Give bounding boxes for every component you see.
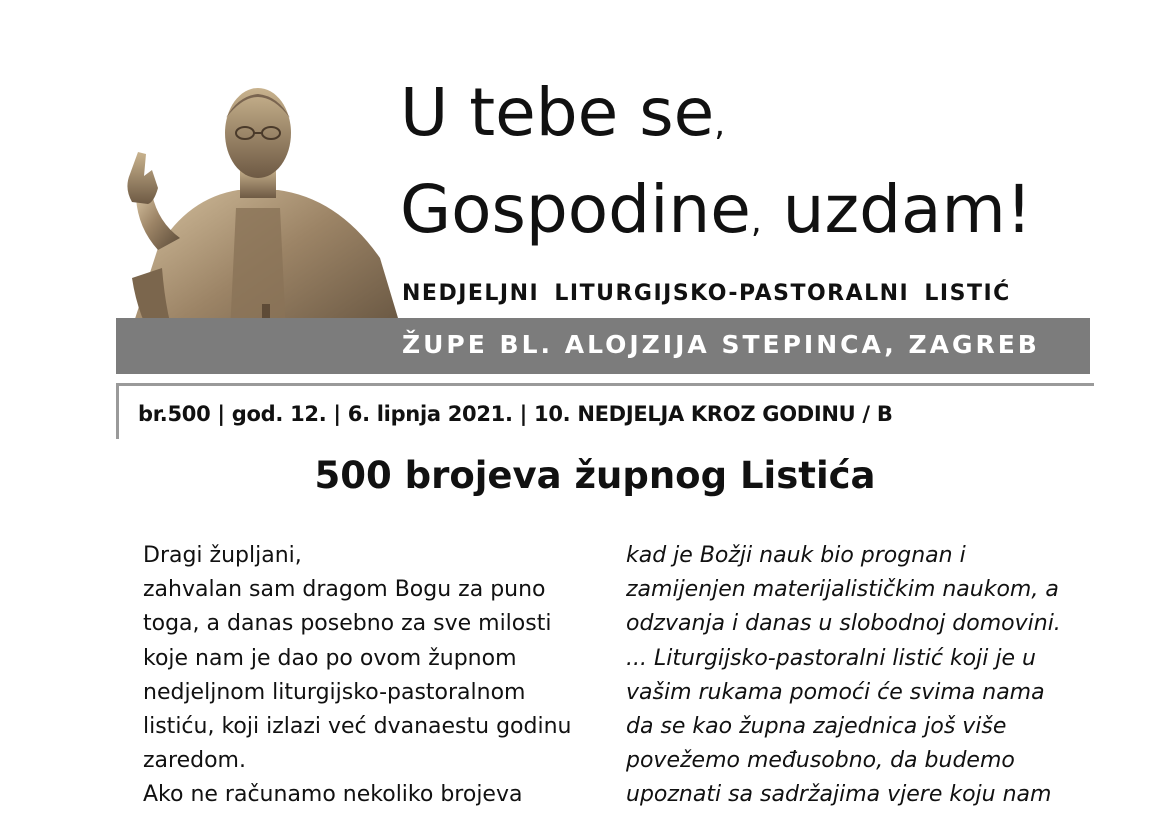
paragraph-line: listiću, koji izlazi već dvanaestu godinu <box>143 714 572 740</box>
masthead-title-line1: U tebe se <box>400 74 715 151</box>
paragraph-line: zahvalan sam dragom Bogu za puno <box>143 577 546 603</box>
paragraph-line: zaredom. <box>143 748 246 774</box>
issue-rule-top <box>116 383 1094 386</box>
masthead-title-line2b: uzdam! <box>761 171 1033 248</box>
paragraph-line: da se kao župna zajednica još više <box>626 714 1007 740</box>
article-column-left <box>143 539 571 813</box>
issue-rule-left <box>116 383 119 439</box>
paragraph-line: Dragi župljani, <box>143 543 302 568</box>
paragraph-line: upoznati sa sadržajima vjere koju nam <box>626 782 1052 808</box>
masthead-title <box>400 76 1032 258</box>
paragraph-line: kad je Božji nauk bio prognan i <box>626 543 966 568</box>
paragraph-line: toga, a danas posebno za sve milosti <box>143 611 552 637</box>
masthead-title-comma2: , <box>750 201 762 241</box>
masthead-subtitle: NEDJELJNI LITURGIJSKO-PASTORALNI LISTIĆ <box>402 281 1011 306</box>
issue-info: br.500 | god. 12. | 6. lipnja 2021. | 10. NEDJELJA KROZ GODINU / B <box>138 402 893 426</box>
paragraph-line: nedjeljnom liturgijsko-pastoralnom <box>143 679 526 705</box>
paragraph-line: povežemo međusobno, da budemo <box>626 748 1015 774</box>
paragraph-line: vašim rukama pomoći će svima nama <box>626 679 1045 705</box>
paragraph-line: ... Liturgijsko-pastoralni listić koji je u <box>626 645 1036 671</box>
masthead-title-line2a: Gospodine <box>400 171 751 248</box>
paragraph-line: koje nam je dao po ovom župnom <box>143 645 517 671</box>
masthead-title-comma: , <box>714 104 726 144</box>
paragraph-line: odzvanja i danas u slobodnoj domovini. <box>626 611 1061 637</box>
paragraph-line: zamijenjen materijalističkim naukom, a <box>626 577 1059 603</box>
paragraph-line: Ako ne računamo nekoliko brojeva <box>143 782 523 808</box>
parish-banner-text: ŽUPE BL. ALOJZIJA STEPINCA, ZAGREB <box>402 330 1040 359</box>
article-column-right <box>626 539 1061 813</box>
article-title: 500 brojeva župnog Listića <box>314 454 876 497</box>
